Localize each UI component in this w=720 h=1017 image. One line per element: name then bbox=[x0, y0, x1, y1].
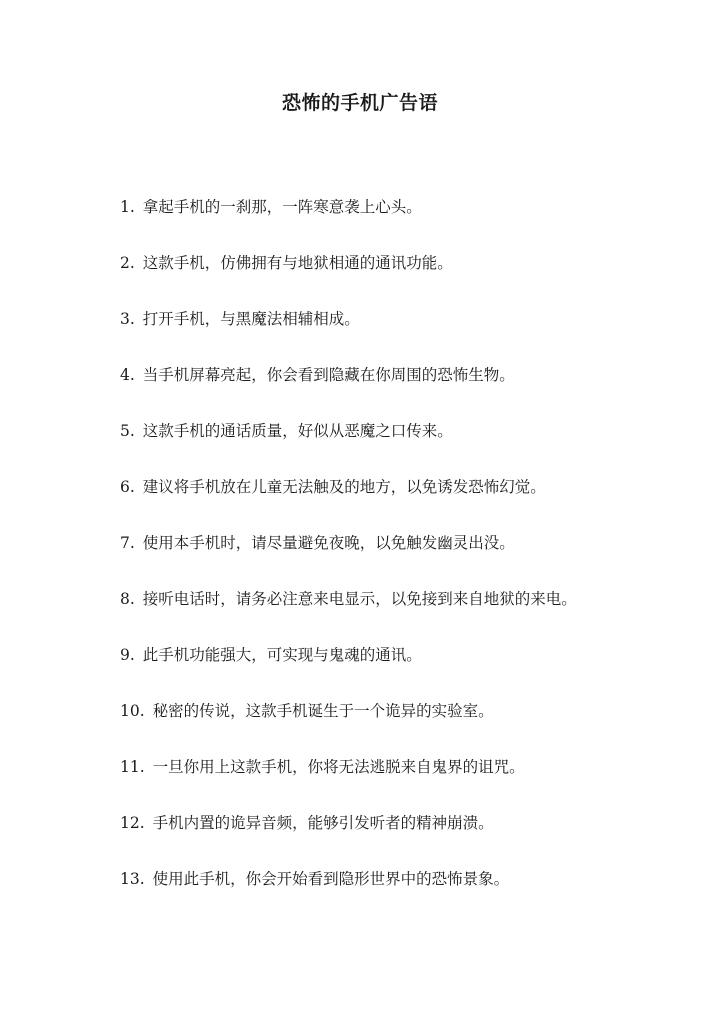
item-text: 使用本手机时，请尽量避免夜晚，以免触发幽灵出没。 bbox=[142, 534, 515, 552]
item-number: 1. bbox=[120, 198, 135, 216]
item-text: 这款手机，仿佛拥有与地狱相通的通讯功能。 bbox=[142, 254, 453, 272]
list-item bbox=[120, 252, 680, 308]
item-text: 使用此手机，你会开始看到隐形世界中的恐怖景象。 bbox=[152, 870, 510, 888]
item-number: 12. bbox=[120, 814, 145, 832]
list-item bbox=[120, 364, 680, 420]
item-text: 拿起手机的一刹那，一阵寒意袭上心头。 bbox=[142, 198, 422, 216]
item-number: 13. bbox=[120, 870, 145, 888]
item-number: 6. bbox=[120, 478, 135, 496]
item-text: 手机内置的诡异音频，能够引发听者的精神崩溃。 bbox=[152, 814, 494, 832]
item-text: 当手机屏幕亮起，你会看到隐藏在你周围的恐怖生物。 bbox=[142, 366, 515, 384]
list-item bbox=[120, 196, 680, 252]
item-number: 10. bbox=[120, 702, 145, 720]
item-number: 8. bbox=[120, 590, 135, 608]
item-number: 7. bbox=[120, 534, 135, 552]
item-number: 3. bbox=[120, 310, 135, 328]
list-item bbox=[120, 812, 680, 868]
item-text: 接听电话时，请务必注意来电显示，以免接到来自地狱的来电。 bbox=[142, 590, 577, 608]
item-text: 秘密的传说，这款手机诞生于一个诡异的实验室。 bbox=[152, 702, 494, 720]
item-text: 建议将手机放在儿童无法触及的地方，以免诱发恐怖幻觉。 bbox=[142, 478, 546, 496]
item-number: 11. bbox=[120, 758, 145, 776]
list-item bbox=[120, 588, 680, 644]
list-item bbox=[120, 756, 680, 812]
list-item bbox=[120, 700, 680, 756]
item-text: 打开手机，与黑魔法相辅相成。 bbox=[142, 310, 360, 328]
list-item bbox=[120, 644, 680, 700]
document-title: 恐怖的手机广告语 bbox=[281, 92, 438, 114]
list-item bbox=[120, 308, 680, 364]
item-number: 2. bbox=[120, 254, 135, 272]
slogan-list bbox=[120, 196, 680, 924]
list-item bbox=[120, 868, 680, 924]
item-text: 这款手机的通话质量，好似从恶魔之口传来。 bbox=[142, 422, 453, 440]
list-item bbox=[120, 420, 680, 476]
list-item bbox=[120, 532, 680, 588]
item-number: 4. bbox=[120, 366, 135, 384]
item-number: 5. bbox=[120, 422, 135, 440]
item-text: 一旦你用上这款手机，你将无法逃脱来自鬼界的诅咒。 bbox=[152, 758, 525, 776]
list-item bbox=[120, 476, 680, 532]
item-number: 9. bbox=[120, 646, 135, 664]
item-text: 此手机功能强大，可实现与鬼魂的通讯。 bbox=[142, 646, 422, 664]
